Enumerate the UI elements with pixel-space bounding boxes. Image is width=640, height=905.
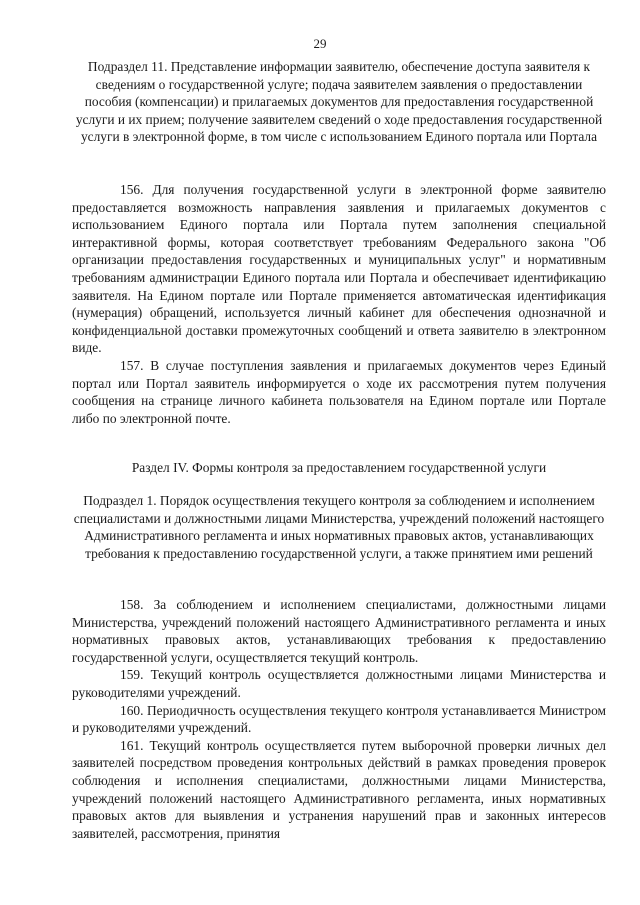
subsection-11-title: Подраздел 11. Представление информации заявителю, обеспечение доступа заявителя к сведениям о государственной услуге; подача заявителем заявления о предоставлении пособия (компенсации) и прилагаемых документов для предоставления государственной услуги и их прием; получение заявителем сведений о ходе предоставления государственной услуги в электронной форме, в том числе с использованием Единого портала или Портала <box>75 59 603 145</box>
paragraph-block-a <box>72 181 606 427</box>
page-number: 29 <box>313 36 327 51</box>
paragraph-161: 161. Текущий контроль осуществляется путем выборочной проверки личных дел заявителей посредством проведения контрольных действий в рамках проведения проверок соблюдения и исполнения специалистами, должностными лицами Министерства, учреждений положений настоящего Административного регламента, иных нормативных правовых актов для выявления и устранения нарушений прав и законных интересов заявителей, рассмотрения, принятия <box>72 737 606 841</box>
paragraph-158: 158. За соблюдением и исполнением специалистами, должностными лицами Министерства, учреждений положений настоящего Административного регламента и иных нормативных правовых актов, устанавливающих требования к предоставлению государственной услуги, осуществляется текущий контроль. <box>72 597 606 665</box>
paragraph-160: 160. Периодичность осуществления текущего контроля устанавливается Министром и руководителями учреждений. <box>72 702 606 736</box>
paragraph-159: 159. Текущий контроль осуществляется должностными лицами Министерства и руководителями учреждений. <box>72 667 606 700</box>
subsection-1-title: Подраздел 1. Порядок осуществления текущего контроля за соблюдением и исполнением специалистами и должностными лицами Министерства, учреждений положений настоящего Административного регламента и иных нормативных правовых актов, устанавливающих требования к предоставлению государственной услуги, а также принятием ими решений <box>73 493 605 561</box>
paragraph-156: 156. Для получения государственной услуги в электронной форме заявителю предоставляется возможность направления заявления и прилагаемых документов с использованием Единого портала или Портала путем заполнения специальной интерактивной формы, которая соответствует требованиям Федерального закона "Об организации предоставления государственных и муниципальных услуг" и нормативным требованиям администрации Единого портала или Портала и обеспечивает идентификацию заявителя. На Едином портале или Портале применяется автоматическая идентификация (нумерация) обращений, используется личный кабинет для обеспечения однозначной и конфиденциальной доставки промежуточных сообщений и ответа заявителю в электронном виде. <box>72 182 606 356</box>
paragraph-block-b <box>72 596 606 842</box>
section-4-title: Раздел IV. Формы контроля за предоставлением государственной услуги <box>131 460 547 475</box>
paragraph-157: 157. В случае поступления заявления и прилагаемых документов через Единый портал или Портал заявитель информируется о ходе их рассмотрения путем получения сообщения на странице личного кабинета пользователя на Едином портале или Портале либо по электронной почте. <box>72 357 606 426</box>
